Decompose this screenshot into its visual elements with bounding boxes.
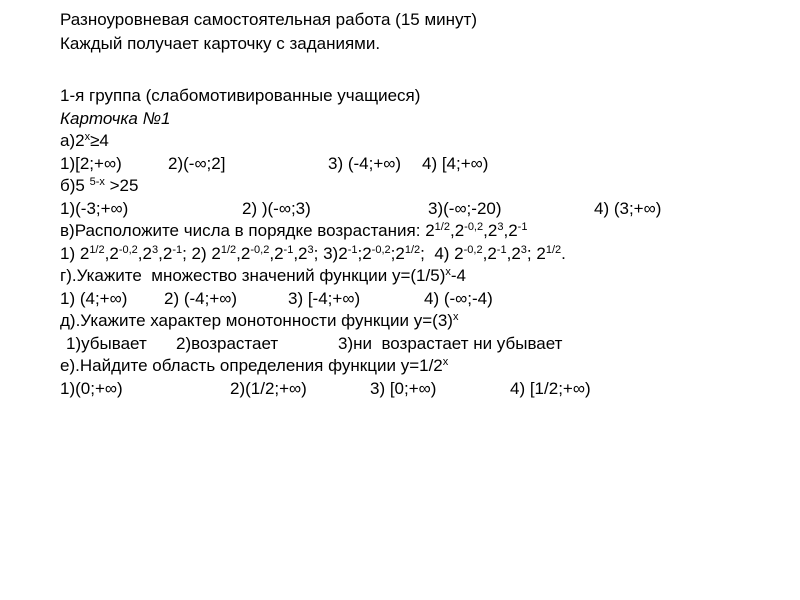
task-v-option-term: $2^{1/2}$, [79,243,110,263]
task-g-prefix: г).Укажите множество значений функции у=(1/5) [60,266,446,285]
task-v-option-label: 2) [191,243,212,263]
task-v-option-4 [430,244,566,263]
task-d-option-1: 1)убывает [66,333,147,353]
task-e-options [60,378,591,401]
task-e-statement [60,355,566,378]
group-label: 1-я группа (слабомотивированные учащиеся) [60,86,421,105]
task-v-option-term: $2^{-1}$; [162,243,192,263]
task-d-statement [60,310,566,333]
task-v-text: в)Расположите числа в порядке возрастания: [60,221,426,240]
task-v-option-2 [192,244,324,263]
header-line-1: Разноуровневая самостоятельная работа (15 минут) [60,10,477,29]
task-g-statement [60,265,566,288]
task-v-option-label: 3) [323,243,339,263]
task-v-option-label: 4) [429,243,455,263]
task-v-option-1 [60,244,192,263]
task-g-exponent: х [445,266,451,278]
task-v-option-term: $2^{1/2}$, [211,243,241,263]
task-b-option-1: 1)(-3;+∞) [60,198,129,218]
task-g-option-2: 2) (-4;+∞) [164,288,238,308]
task-e-prefix: е).Найдите область определения функции у=1/2 [60,356,443,375]
card-title: Карточка №1 [60,108,171,128]
task-a-option-3: 3) (-4;+∞) [328,153,402,173]
task-a-option-1: 1)[2;+∞) [60,153,122,173]
task-e-option-2: 2)(1/2;+∞) [230,378,307,398]
task-a-option-4: 4) [4;+∞) [422,153,489,173]
task-g-options [60,288,566,311]
task-d-option-2: 2)возрастает [176,333,279,353]
task-g-suffix: -4 [450,266,466,285]
task-g-option-4: 4) (-∞;-4) [424,288,493,308]
task-a-suffix: ≥4 [90,131,109,150]
task-v-option-term: $2^{1/2}$; [395,243,430,263]
task-v-options [60,243,566,266]
task-b-suffix: >25 [104,176,139,195]
task-d-prefix: д).Укажите характер монотонности функции у=(3) [60,311,453,330]
task-v-option-term: $2^{1/2}$. [536,243,566,263]
task-b-statement [60,175,566,198]
task-v-option-term: $2^{-0,2}$, [240,243,275,263]
task-v-option-term: $2^3$; [298,243,324,263]
task-g-option-3: 3) [-4;+∞) [288,288,361,308]
task-d-options [60,333,566,356]
task-e-option-1: 1)(0;+∞) [60,378,123,398]
task-b-options [60,198,662,221]
task-b-exponent: 5-х [89,176,105,188]
task-v-number-3: $2^3$, [487,221,509,240]
task-v-option-term: $2^{-1}$, [274,243,299,263]
task-b-prefix: б)5 [60,176,90,195]
task-b-option-4: 4) (3;+∞) [594,198,662,218]
task-v-option-term: $2^{-1}$, [487,243,512,263]
task-v-number-4: $2^{-1}$ [508,221,528,240]
task-v-option-term: $2^{-0,2}$; [362,243,396,263]
task-d-exponent: х [452,311,459,323]
header-line-2: Каждый получает карточку с заданиями. [60,34,381,53]
task-v-option-term: $2^{-0,2}$, [454,243,488,263]
task-v-option-term: $2^3$; [511,243,537,263]
task-v-option-term: $2^{-0,2}$, [109,243,143,263]
task-e-exponent: х [442,356,449,368]
task-v-statement [60,220,566,243]
task-a-prefix: а)2 [60,131,85,150]
task-v-option-3 [323,244,430,263]
task-g-option-1: 1) (4;+∞) [60,288,128,308]
task-a-option-2: 2)(-∞;2] [168,153,226,173]
document-header [60,8,477,56]
task-b-option-3: 3)(-∞;-20) [428,198,502,218]
task-v-option-term: $2^3$, [142,243,163,263]
task-v-numbers [425,221,527,240]
task-v-option-term: $2^{-1}$; [338,243,363,263]
task-e-option-3: 3) [0;+∞) [370,378,437,398]
task-d-option-3: 3)ни возрастает ни убывает [338,333,563,353]
task-e-option-4: 4) [1/2;+∞) [510,378,591,398]
task-b-option-2: 2) )(-∞;3) [242,198,311,218]
task-a-exponent: х [84,131,91,143]
task-v-number-1: $2^{1/2}$, [425,221,455,240]
task-card [60,85,662,400]
task-a-options [60,153,566,176]
task-a-statement [60,130,566,153]
task-v-option-label: 1) [60,243,80,263]
task-v-number-2: $2^{-0,2}$, [454,221,488,240]
